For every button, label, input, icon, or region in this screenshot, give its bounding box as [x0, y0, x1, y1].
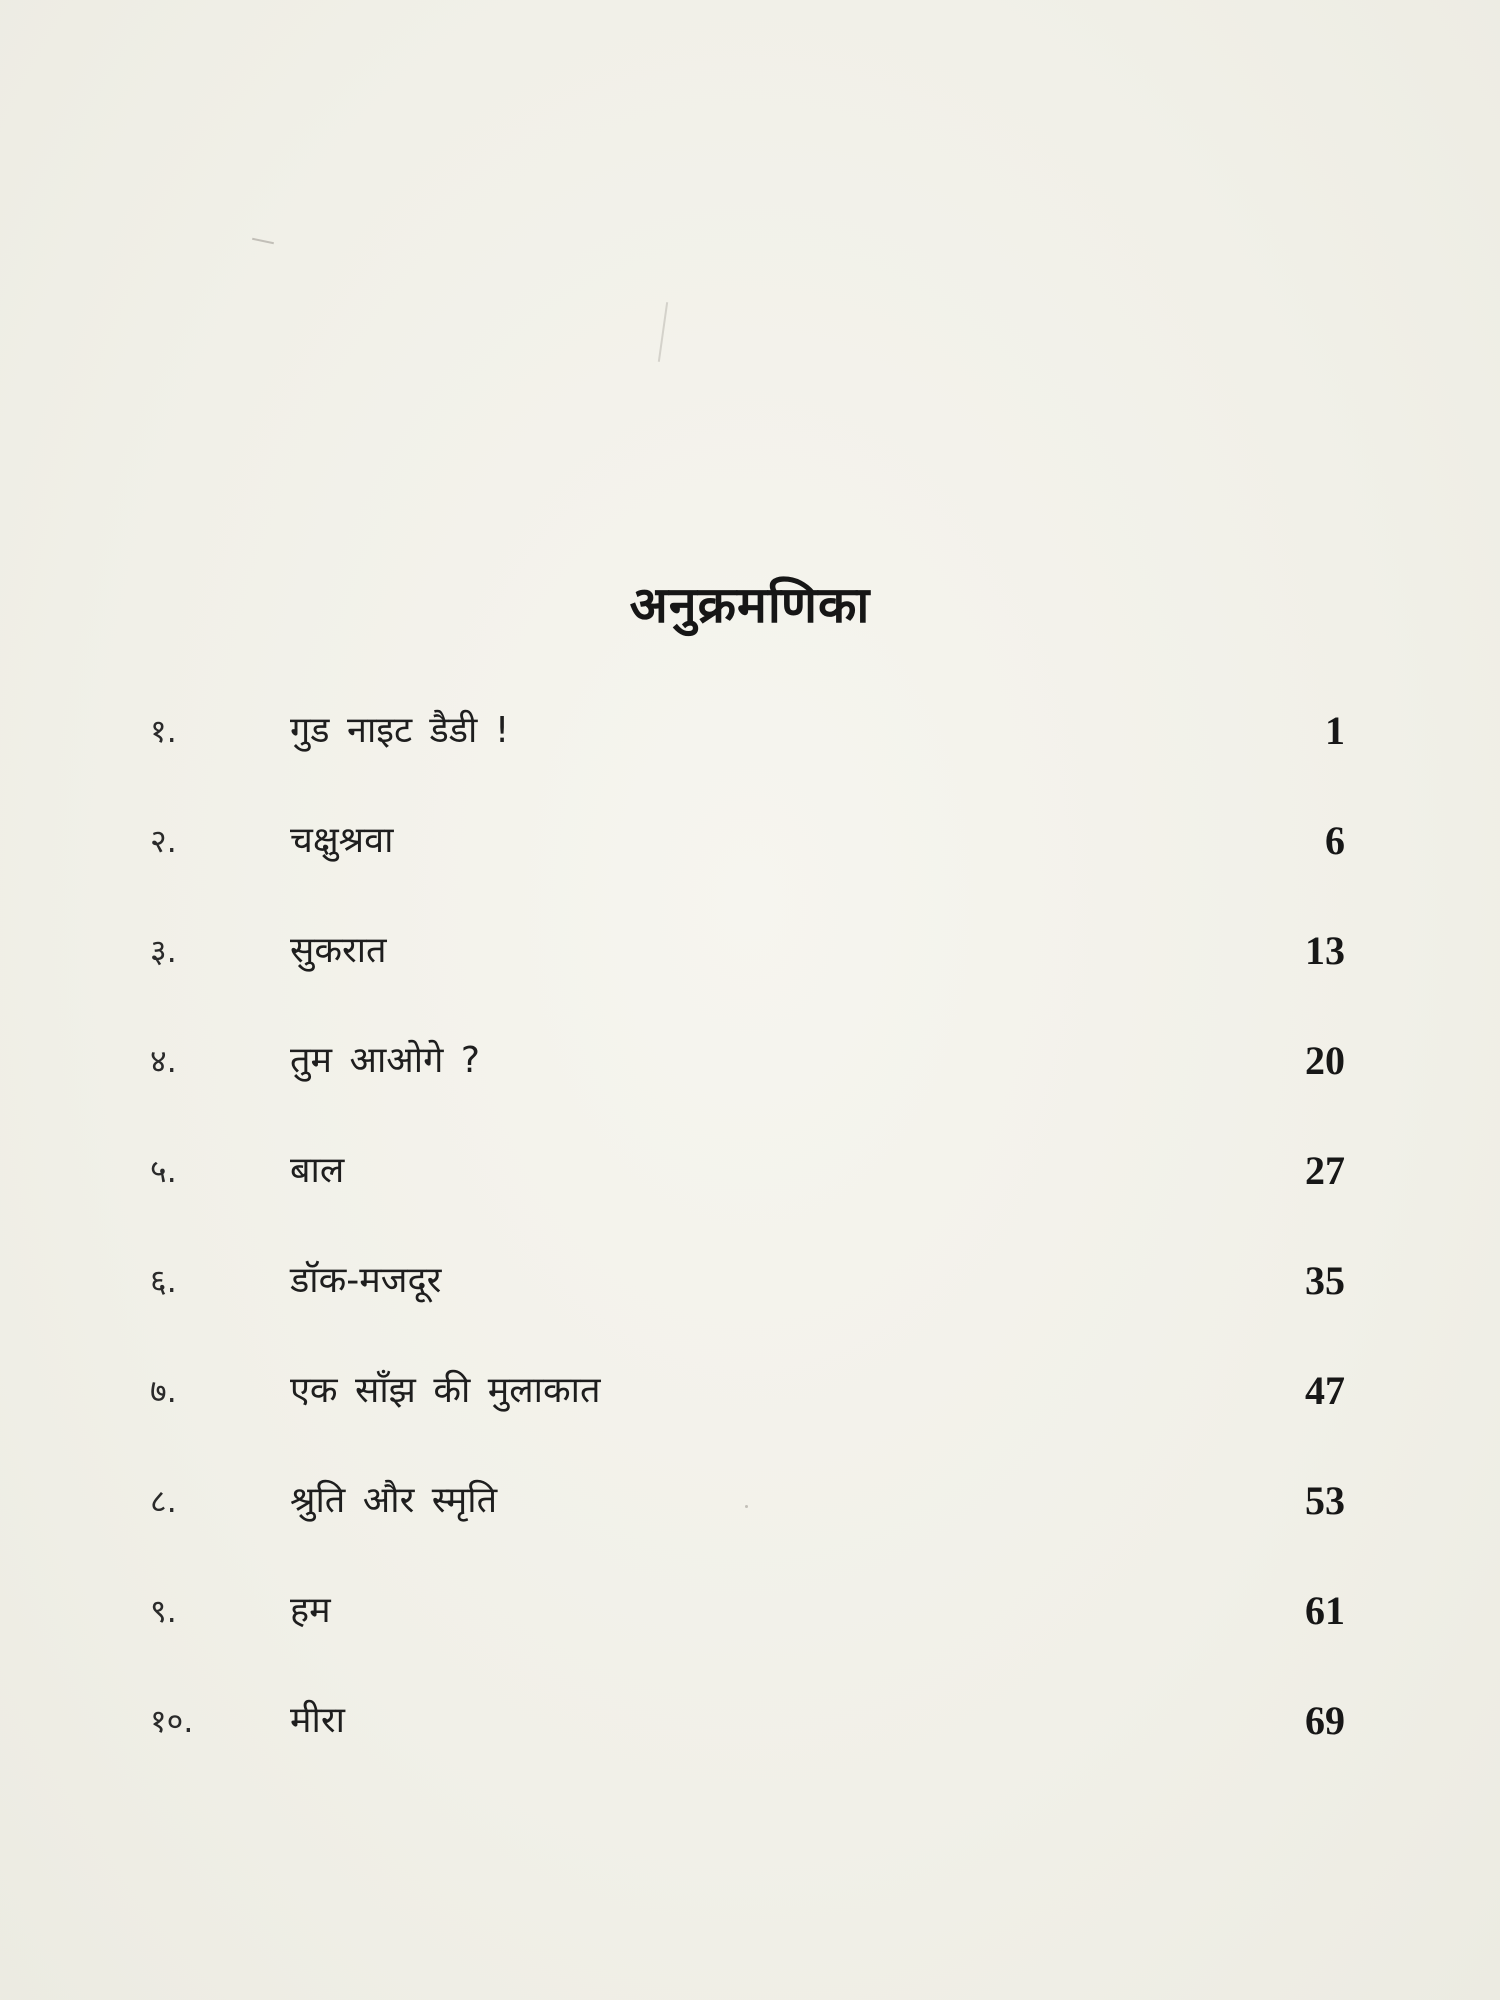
entry-number: ६. [150, 1262, 177, 1300]
toc-entry [0, 701, 1500, 761]
entry-title: बाल [290, 1150, 345, 1191]
entry-number: १०. [150, 1702, 194, 1740]
entry-title: मीरा [290, 1700, 345, 1741]
entry-page-number: 53 [1305, 1478, 1345, 1523]
entry-page-number: 1 [1325, 708, 1345, 753]
toc-entry [0, 1691, 1500, 1751]
toc-entry [0, 1251, 1500, 1311]
entry-number: ४. [150, 1042, 177, 1080]
entry-title: हम [290, 1590, 331, 1631]
toc-entry [0, 1361, 1500, 1421]
entry-page-number: 13 [1305, 928, 1345, 973]
entry-page-number: 20 [1305, 1038, 1345, 1083]
entry-page-number: 27 [1305, 1148, 1345, 1193]
entry-title: एक साँझ की मुलाकात [290, 1370, 601, 1411]
toc-entry [0, 1471, 1500, 1531]
entry-number: ९. [150, 1592, 177, 1630]
page-title: अनुक्रमणिका [629, 575, 871, 634]
entry-title: तुम आओगे ? [290, 1040, 480, 1081]
toc-entry [0, 811, 1500, 871]
entry-page-number: 61 [1305, 1588, 1345, 1633]
toc-entry [0, 921, 1500, 981]
entry-number: १. [150, 712, 177, 750]
toc-entry [0, 1141, 1500, 1201]
entry-page-number: 35 [1305, 1258, 1345, 1303]
entry-page-number: 69 [1305, 1698, 1345, 1743]
entry-title: डॉक-मजदूर [290, 1260, 442, 1301]
entry-page-number: 6 [1325, 818, 1345, 863]
entry-title: सुकरात [290, 930, 387, 971]
entry-page-number: 47 [1305, 1368, 1345, 1413]
entry-title: श्रुति और स्मृति [290, 1480, 498, 1521]
entry-title: गुड नाइट डैडी ! [290, 710, 510, 751]
entry-number: २. [150, 822, 177, 860]
entry-number: ३. [150, 932, 177, 970]
toc-entry [0, 1031, 1500, 1091]
entry-number: ५. [150, 1152, 177, 1190]
toc-entry [0, 1581, 1500, 1641]
entry-title: चक्षुश्रवा [290, 820, 394, 861]
entry-number: ७. [150, 1372, 177, 1410]
entry-number: ८. [150, 1482, 177, 1520]
